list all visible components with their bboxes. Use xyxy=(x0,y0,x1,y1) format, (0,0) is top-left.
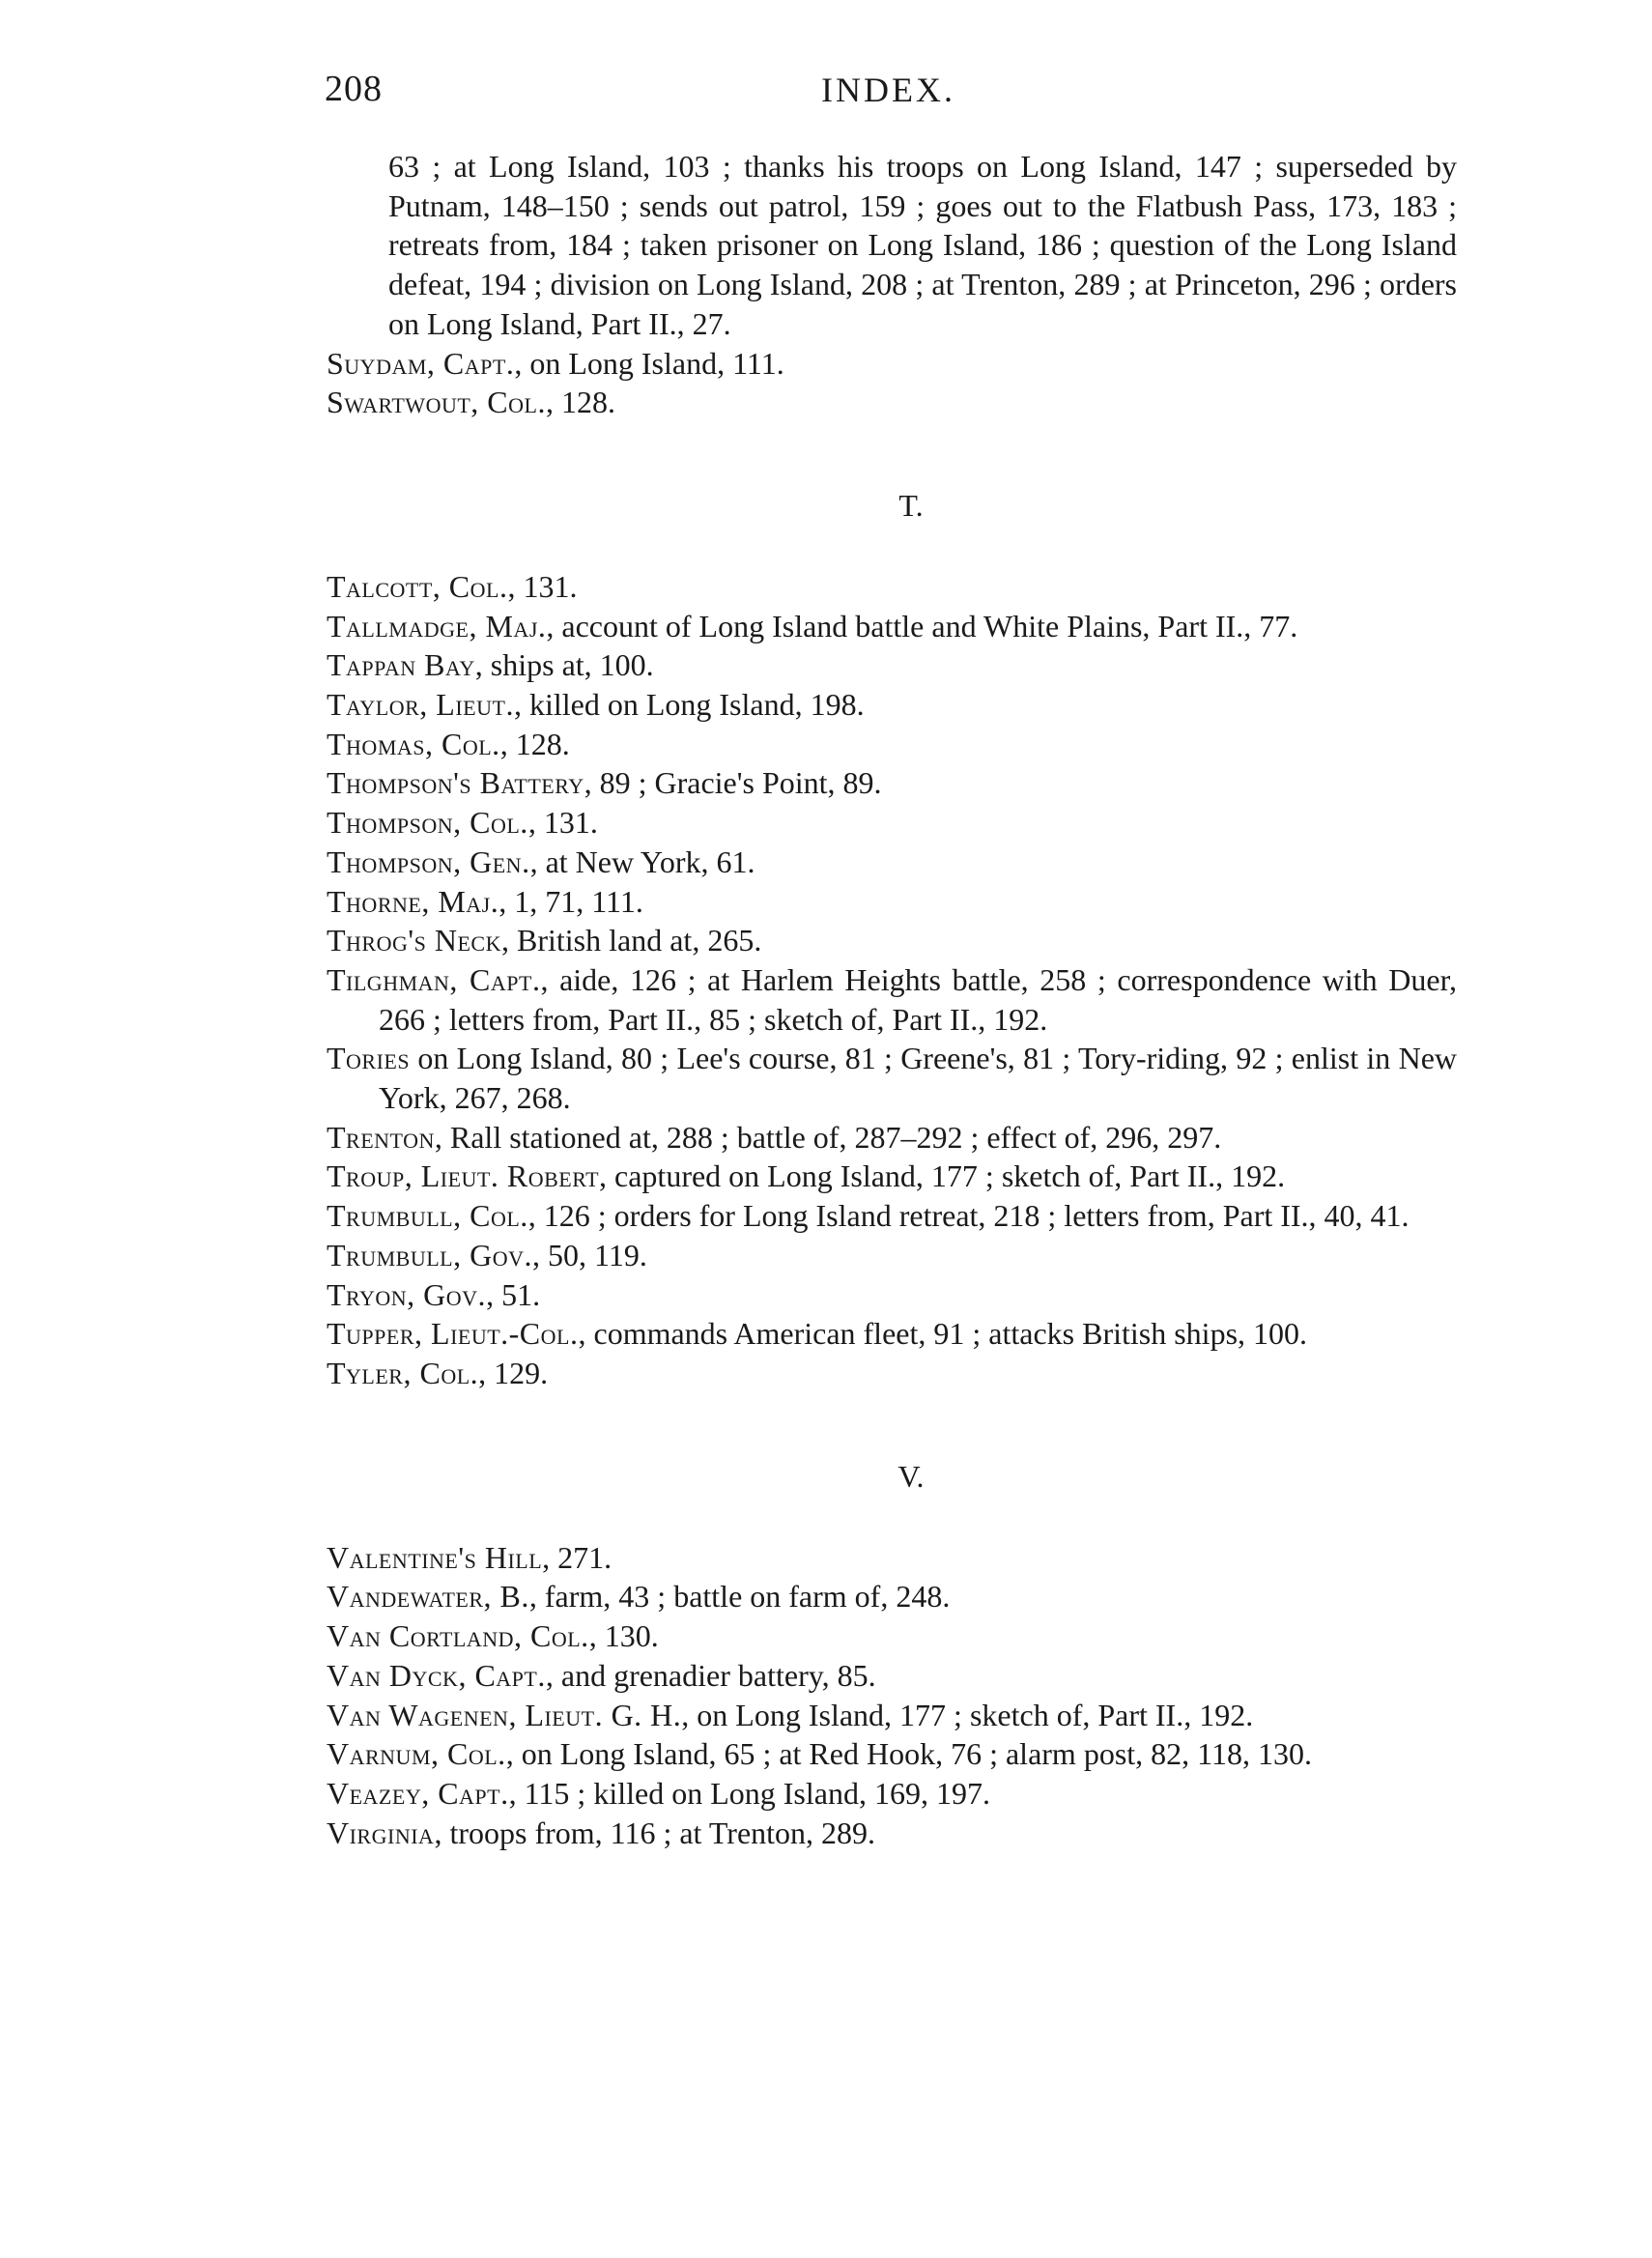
entry-name: Tyler, Col. xyxy=(327,1355,479,1390)
index-entry xyxy=(327,1538,1457,1578)
entry-name: Van Wagenen, Lieut. G. H. xyxy=(327,1697,682,1732)
section-heading-t: T. xyxy=(898,487,924,523)
entry-name: Thompson, Col. xyxy=(327,805,528,841)
entry-name: Thorne, Maj. xyxy=(327,883,499,919)
entry-text: , on Long Island, 65 ; at Red Hook, 76 ; alarm post, 82, 118, 130. xyxy=(505,1736,1312,1772)
index-entry xyxy=(327,1275,1457,1315)
entry-text: , at New York, 61. xyxy=(529,843,755,879)
entry-name: Swartwout, Col. xyxy=(327,385,546,420)
entry-name: Suydam, Capt. xyxy=(327,345,515,381)
index-entry xyxy=(327,763,1457,803)
index-entry xyxy=(327,921,1457,960)
entry-text: , British land at, 265. xyxy=(501,923,762,958)
entry-name: Valentine's Hill xyxy=(327,1539,543,1575)
entry-text: , ships at, 100. xyxy=(474,647,654,683)
index-entry xyxy=(327,607,1457,646)
index-entry xyxy=(327,960,1457,1039)
entry-text: , account of Long Island battle and White Plains, Part II., 77. xyxy=(546,608,1298,643)
index-entry xyxy=(327,1354,1457,1393)
entry-name: Thomas, Col. xyxy=(327,726,500,761)
entry-name: Varnum, Col. xyxy=(327,1736,506,1772)
entry-name: Van Cortland, Col. xyxy=(327,1618,589,1654)
entry-text: , killed on Long Island, 198. xyxy=(513,687,865,723)
entry-text: , 131. xyxy=(527,805,598,841)
entry-text: , and grenadier battery, 85. xyxy=(545,1657,876,1693)
entry-text: , Rall stationed at, 288 ; battle of, 287–292 ; effect of, 296, 297. xyxy=(434,1119,1222,1155)
entry-text: , captured on Long Island, 177 ; sketch of, Part II., 192. xyxy=(599,1158,1286,1194)
index-entry xyxy=(327,1734,1457,1774)
entry-text: , 271. xyxy=(542,1539,612,1575)
index-entry xyxy=(327,803,1457,843)
entry-text: , on Long Island, 111. xyxy=(514,345,784,381)
entry-name: Trenton xyxy=(327,1119,435,1155)
entry-name: Throg's Neck xyxy=(327,923,501,958)
index-entry xyxy=(327,1577,1457,1616)
index-entry xyxy=(327,1039,1457,1117)
entry-name: Tappan Bay xyxy=(327,647,475,683)
index-entry xyxy=(327,1616,1457,1656)
section-t-entries xyxy=(327,567,1457,1393)
entry-name: Tilghman, Capt. xyxy=(327,961,541,997)
index-entry xyxy=(327,685,1457,725)
index-entry-swartwout xyxy=(327,383,1457,422)
entry-name: Talcott, Col. xyxy=(327,568,508,604)
page-number: 208 xyxy=(325,69,383,109)
entry-text: , 131. xyxy=(507,568,578,604)
entry-name: Tryon, Gov. xyxy=(327,1276,487,1312)
index-entry xyxy=(327,1696,1457,1735)
entry-text: , 1, 71, 111. xyxy=(498,883,643,919)
entry-name: Van Dyck, Capt. xyxy=(327,1657,546,1693)
entry-name: Tallmadge, Maj. xyxy=(327,608,547,643)
entry-name: Tories xyxy=(327,1041,411,1076)
entry-text: , 126 ; orders for Long Island retreat, 218 ; letters from, Part II., 40, 41. xyxy=(527,1198,1410,1234)
index-entry xyxy=(327,882,1457,922)
entry-name: Trumbull, Gov. xyxy=(327,1237,532,1272)
section-heading-v: V. xyxy=(897,1458,925,1494)
index-entry-suydam xyxy=(327,344,1457,384)
entry-text: , 51. xyxy=(486,1276,541,1312)
continued-entry: 63 ; at Long Island, 103 ; thanks his troops on Long Island, 147 ; superseded by Putnam, 148–150 ; sends out patrol, 159 ; goes out to the Flatbush Pass, 173, 183 ; retreats from, 184 ; taken prisoner on Long Island, 186 ; question of the Long Island defeat, 194 ; division on Long Island, 208 ; at Trenton, 289 ; at Princeton, 296 ; orders on Long Island, Part II., 27. xyxy=(388,149,1457,341)
entry-name: Tupper, Lieut.-Col. xyxy=(327,1316,579,1352)
index-entry xyxy=(327,1118,1457,1158)
index-entry xyxy=(327,843,1457,882)
index-entry xyxy=(327,1236,1457,1275)
entry-name: Virginia xyxy=(327,1815,435,1850)
index-entry xyxy=(327,1774,1457,1814)
entry-text: , on Long Island, 177 ; sketch of, Part II., 192. xyxy=(681,1697,1254,1732)
index-entry xyxy=(327,1814,1457,1853)
entry-text: , aide, 126 ; at Harlem Heights battle, 258 ; correspondence with Duer, 266 ; letters from, Part II., 85 ; sketch of, Part II., 192. xyxy=(379,961,1457,1037)
entry-text: , 89 ; Gracie's Point, 89. xyxy=(584,765,882,801)
index-entry xyxy=(327,1314,1457,1354)
entry-text: , commands American fleet, 91 ; attacks British ships, 100. xyxy=(578,1316,1308,1352)
index-entry xyxy=(327,1157,1457,1196)
index-entry xyxy=(327,1656,1457,1696)
entry-name: Taylor, Lieut. xyxy=(327,687,514,723)
entry-text: , 115 ; killed on Long Island, 169, 197. xyxy=(508,1775,990,1811)
index-entry xyxy=(327,645,1457,685)
entry-text: , 50, 119. xyxy=(532,1237,647,1272)
section-v-entries xyxy=(327,1538,1457,1853)
entry-text: , 128. xyxy=(545,385,615,420)
entry-name: Trumbull, Col. xyxy=(327,1198,528,1234)
index-entry xyxy=(327,567,1457,607)
entry-name: Thompson, Gen. xyxy=(327,843,530,879)
entry-name: Vandewater, B. xyxy=(327,1579,529,1615)
entry-text: , troops from, 116 ; at Trenton, 289. xyxy=(434,1815,876,1850)
running-title: INDEX. xyxy=(821,71,955,109)
entry-name: Veazey, Capt. xyxy=(327,1775,509,1811)
index-entry xyxy=(327,725,1457,764)
entry-text: , 129. xyxy=(478,1355,549,1390)
entry-text: on Long Island, 80 ; Lee's course, 81 ; Greene's, 81 ; Tory-riding, 92 ; enlist in New York, 267, 268. xyxy=(379,1041,1457,1116)
index-entry xyxy=(327,1196,1457,1236)
index-text xyxy=(327,147,1457,1852)
entry-text: , farm, 43 ; battle on farm of, 248. xyxy=(528,1579,951,1615)
entry-name: Thompson's Battery xyxy=(327,765,584,801)
entry-text: , 130. xyxy=(588,1618,659,1654)
entry-name: Troup, Lieut. Robert xyxy=(327,1158,600,1194)
entry-text: , 128. xyxy=(499,726,570,761)
